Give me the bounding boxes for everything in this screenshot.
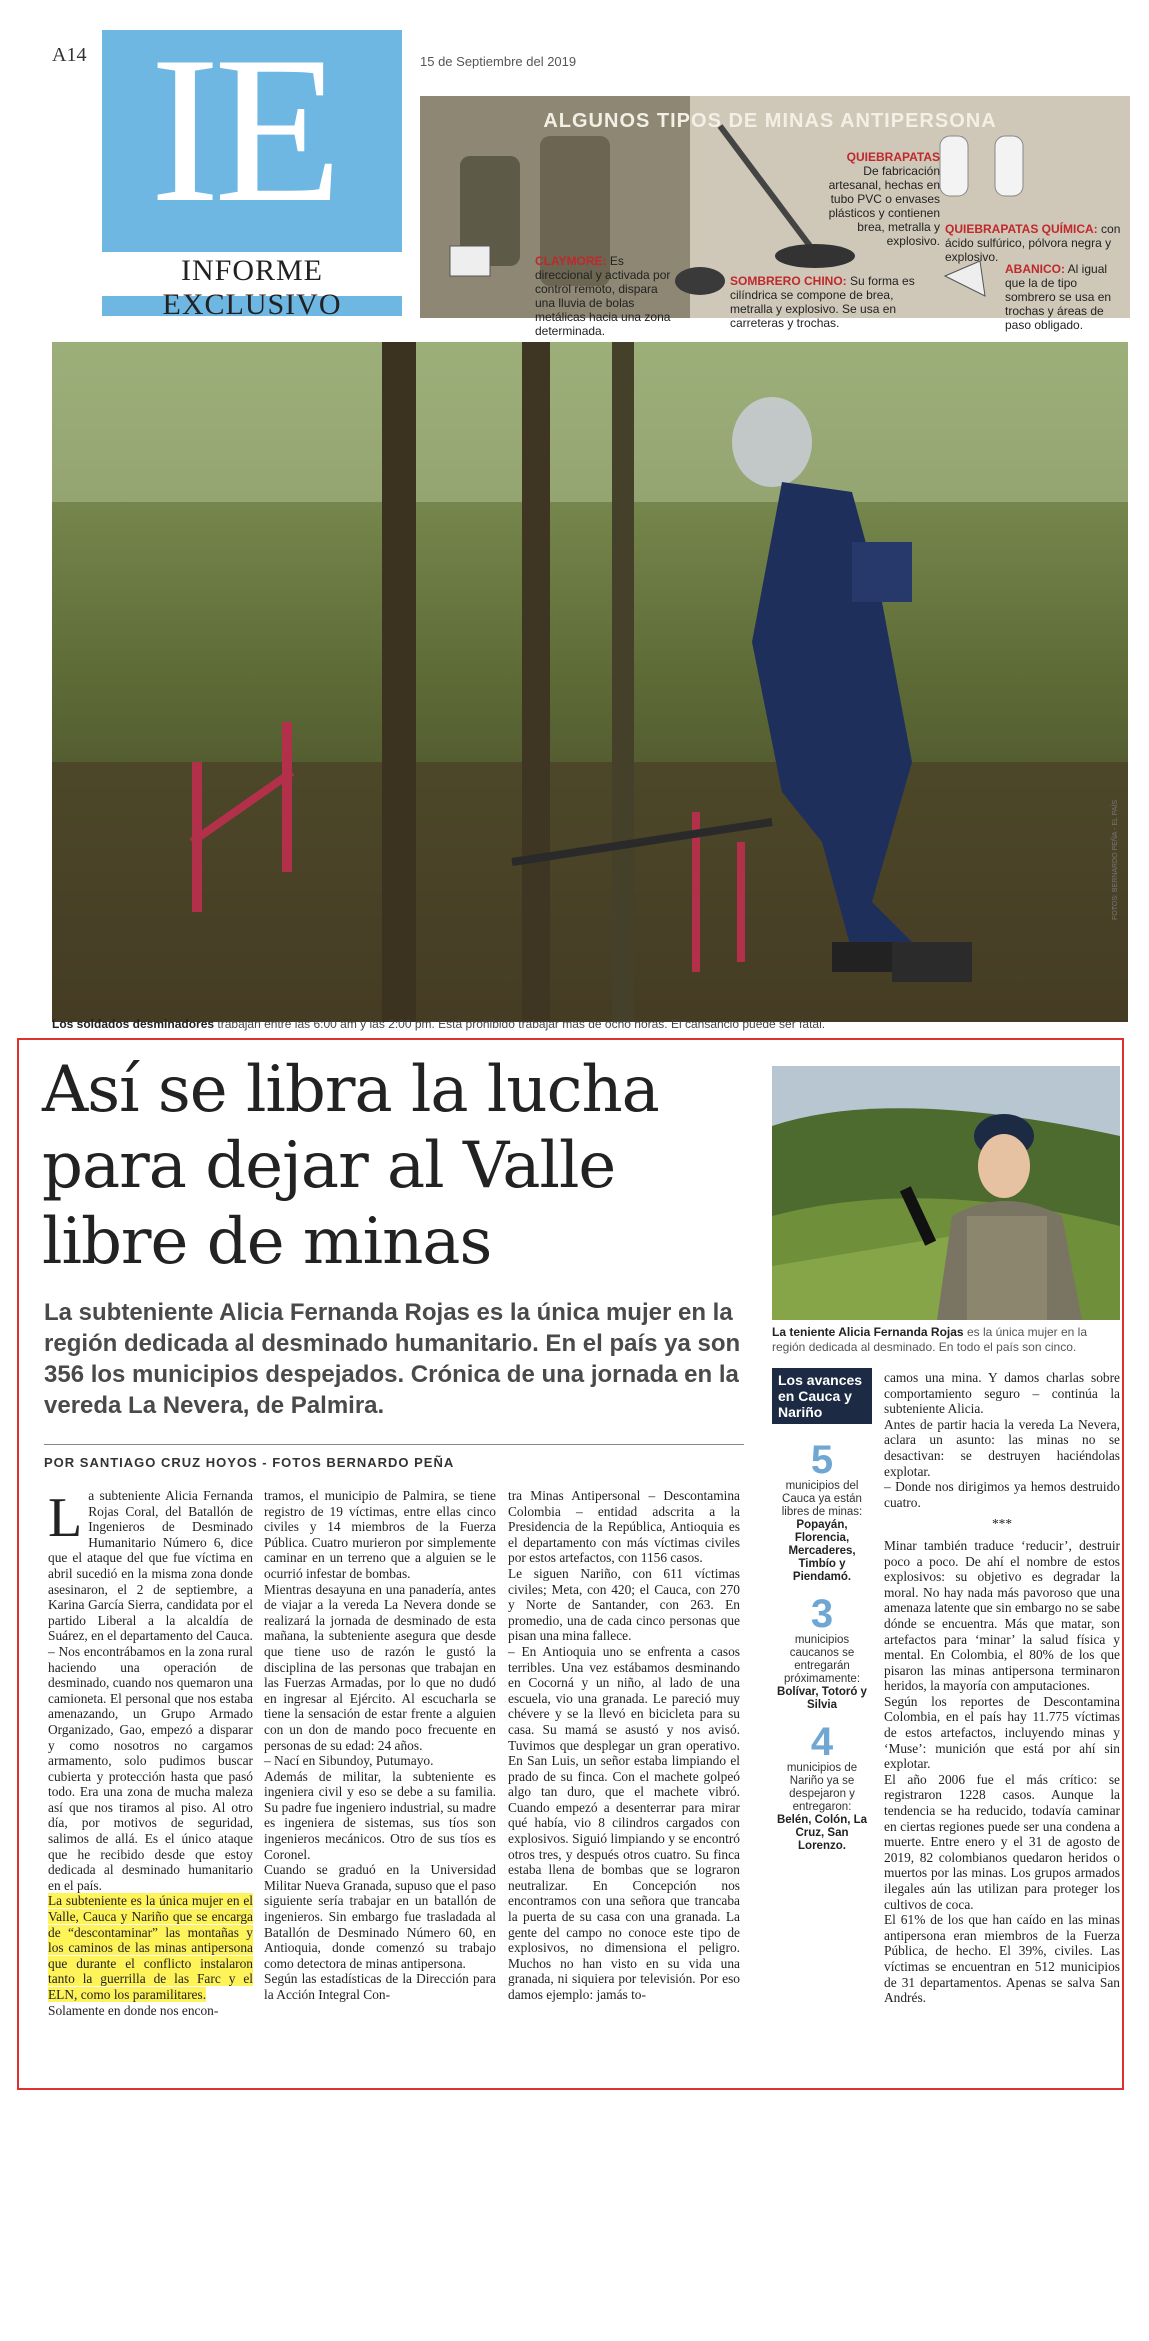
deminer-photo-image: [52, 342, 1128, 1022]
lieutenant-photo-image: [772, 1066, 1120, 1320]
paragraph: Antes de partir hacia la vereda La Nevera, aclara un asunto: las minas no se desactivan: se destruyen haciéndolas explotar.: [884, 1416, 1120, 1479]
stat-text: municipios caucanos se entregarán próximamente:: [783, 1634, 861, 1685]
progress-sidebar-title: Los avances en Cauca y Nariño: [772, 1368, 872, 1424]
stat-places: Belén, Colón, La Cruz, San Lorenzo.: [776, 1814, 868, 1852]
paragraph: camos una mina. Y damos charlas sobre comportamiento seguro – continúa la subteniente Alicia.: [884, 1370, 1120, 1417]
paragraph: – Donde nos dirigimos ya hemos destruido cuatro.: [884, 1479, 1120, 1510]
mine-name: SOMBRERO CHINO:: [730, 274, 847, 288]
mine-name: QUIEBRAPATAS QUÍMICA:: [945, 222, 1098, 236]
article-subhead: La subteniente Alicia Fernanda Rojas es la única mujer en la región dedicada al desminado humanitario. En el país ya son 356 los municipios despejados. Crónica de una jornada en la vereda La Nevera, de Palmira.: [44, 1299, 741, 1419]
paragraph: Mientras desayuna en una panadería, antes de viajar a la vereda La Nevera donde se realizará la jornada de desminado de esta mañana, la subteniente asegura que desde que tiene uso de razón le gustó la disciplina de las personas que trabajan en las Fuerzas Armadas, por lo que no dudó en ingresar al Ejército. Al escucharla se tiene la sensación de estar frente a alguien con un don de mando poco frecuente en personas de su edad: 24 años.: [264, 1581, 496, 1753]
mine-desc: De fabricación artesanal, hechas en tubo PVC o envases plásticos y contienen brea, metralla y explosivo.: [828, 164, 940, 248]
mine-claymore: [535, 254, 675, 338]
article-headline: Así se libra la lucha para dejar al Valle libre de minas: [42, 1053, 659, 1279]
stat-text: municipios de Nariño ya se despejaron y entregaron:: [786, 1762, 858, 1813]
mine-name: QUIEBRAPATAS: [846, 150, 940, 164]
mine-desc: Es direccional y activada por control remoto, dispara una lluvia de bolas metálicas hacia una zona determinada.: [535, 254, 671, 338]
mine-sombrero-chino: [730, 274, 930, 330]
lieutenant-photo: [772, 1066, 1120, 1320]
infographic-title: ALGUNOS TIPOS DE MINAS ANTIPERSONA: [543, 110, 997, 132]
mine-name: CLAYMORE:: [535, 254, 607, 268]
mine-name: ABANICO:: [1005, 262, 1065, 276]
paragraph: Cuando se graduó en la Universidad Militar Nueva Granada, supuso que el paso siguiente sería trabajar en un batallón de ingenieros. Sin embargo fue trasladada al Batallón de Desminado Número 60, en Antioquia, donde comenzó su trabajo como detectora de minas antipersona.: [264, 1862, 496, 1971]
article-column-3: [508, 1488, 740, 2003]
paragraph: Le siguen Nariño, con 611 víctimas civiles; Meta, con 420; el Cauca, con 270 y Norte de Santander, con 263. En promedio, una de cada cinco personas que pisan una mina fallece.: [508, 1565, 740, 1644]
mine-desc: Su forma es cilíndrica se compone de brea, metralla y explosivo. Se usa en carreteras y trochas.: [730, 274, 915, 330]
photo-credit: FOTOS: BERNARDO PEÑA - EL PAÍS: [1112, 799, 1119, 920]
paragraph: El 61% de los que han caído en las minas antipersona eran miembros de la Fuerza Pública, de hecho. El 39%, civiles. Las víctimas se encuentran en 512 municipios de 31 departamentos. Apenas se salva San Andrés.: [884, 1912, 1120, 2006]
paragraph: Según los reportes de Descontamina Colombia, en el país hay 11.775 víctimas de estos artefactos, incluyendo minas y ‘Muse’: munición que está por ahí sin explotar.: [884, 1693, 1120, 1772]
stat-number: 3: [810, 1592, 834, 1636]
article-byline: POR SANTIAGO CRUZ HOYOS - FOTOS BERNARDO PEÑA: [44, 1455, 455, 1470]
stat-places: Bolívar, Totoró y Silvia: [777, 1686, 867, 1711]
paragraph: – En Antioquia uno se enfrenta a casos terribles. Una vez estábamos desminando en Cocorná y un niño, al lado de una escuela, vio una granada. Le pareció muy chévere y se la llevó en bicicleta para su casa. Su mamá se asustó y nos avisó. Tuvimos que desplegar un gran operativo. En San Luis, un señor estaba limpiando el prado de su finca. Con el machete golpeó algo tan duro, que el machete vibró. Cuando empezó a desenterrar para mirar qué había, vio 8 cilindros cargados con explosivos. Siguió limpiando y se encontró otros tres, y después otros cuatro. Su finca estaba llena de bombas que se lograron neutralizar. En Concepción nos encontramos con una señora que trancaba la puerta de su casa con una granada. La gente del campo no conoce este tipo de explosivos, no dimensiona el peligro. Muchos no han visto en su vida una granada, ni siquiera por televisión. Por eso damos ejemplo: jamás to-: [508, 1643, 740, 2002]
paragraph: – Nos encontrábamos en la zona rural haciendo una operación de desminado, cuando nos quemaron una camioneta. El personal que nos estaba amenazando, un Grupo Armado Organizado, Gao, empezó a disparar y como nosotros no cargamos armamento, solo pudimos buscar cubierta y protección hasta que pasó todo. Era una zona de mucha maleza así que nos tiramos al piso. Al otro día, por motivos de seguridad, salimos de allá. Es el único ataque que he recibido desde que estoy dedicada al desminado humanitario en el país.: [48, 1643, 253, 1893]
mine-quiebrapatas-quimica: [945, 222, 1125, 264]
deminer-photo: [52, 342, 1128, 1022]
side-caption-text: es la única mujer en la región dedicada al desminado. En todo el país son cinco.: [772, 1325, 1088, 1354]
byline-rule: [44, 1444, 744, 1445]
photo-caption-text: trabajan entre las 6:00 am y las 2:00 pm. Está prohibido trabajar más de ocho horas. El cansancio puede ser fatal.: [217, 1017, 826, 1031]
section-separator: ***: [991, 1516, 1013, 1532]
photo-caption: [52, 1017, 1128, 1031]
page-number: A14: [52, 44, 87, 66]
stat-text: municipios del Cauca ya están libres de minas:: [781, 1480, 863, 1518]
paragraph: El año 2006 fue el más crítico: se registraron 1228 casos. Aunque la tendencia se ha reducido, todavía caminar en ciertas regiones puede ser una condena a muerte. Entre enero y el 31 de agosto de 2019, 82 colombianos quedaron heridos o muertos por las minas. Los grupos armados ilegales aún las utilizan para proteger los cultivos de coca.: [884, 1771, 1120, 1912]
paragraph: tra Minas Antipersonal – Descontamina Colombia – entidad adscrita a la Presidencia de la República, Antioquia es el departamento con más víctimas civiles por estos artefactos, con 1156 casos.: [508, 1488, 740, 1566]
stat-number: 5: [810, 1438, 834, 1482]
paragraph: Además de militar, la subteniente es ingeniera civil y eso se debe a su familia. Su padre fue ingeniero industrial, su madre es ingeniera de sistemas, sus tíos son ingenieros mecánicos. Otro de sus tíos es Coronel.: [264, 1768, 496, 1862]
stat-narino-cleared: [772, 1722, 872, 1853]
paragraph: Según las estadísticas de la Dirección para la Acción Integral Con-: [264, 1971, 496, 2002]
article-column-2: [264, 1488, 496, 2003]
stat-cauca-free: [772, 1440, 872, 1584]
highlighted-paragraph: [48, 1893, 253, 2002]
photo-caption-bold: Los soldados desminadores: [52, 1017, 215, 1031]
logo-letters: IE: [150, 14, 337, 246]
paragraph: Solamente en donde nos encon-: [48, 2002, 219, 2018]
dropcap: L: [48, 1487, 83, 1549]
paragraph: tramos, el municipio de Palmira, se tiene registro de 19 víctimas, entre ellas cinco civiles y 14 miembros de la Fuerza Pública. Cuatro murieron por simplemente caminar en un terreno que a alguien se le ocurrió infestar de bombas.: [264, 1488, 496, 1581]
stat-places: Popayán, Florencia, Mercaderes, Timbío y Piendamó.: [788, 1519, 856, 1583]
highlighted-text: La subteniente es la única mujer en el Valle, Cauca y Nariño que se encarga de “descontaminar” las montañas y los caminos de las minas antipersona que durante el conflicto instalaron tanto la guerrilla de las Farc y el ELN, como los paramilitares.: [48, 1893, 253, 2002]
stat-cauca-upcoming: [772, 1594, 872, 1712]
stat-number: 4: [810, 1720, 834, 1764]
paragraph: Minar también traduce ‘reducir’, destruir poco a poco. De ahí el nombre de estos explosivos: su objetivo es degradar la moral. No hay nada más pavoroso que una amenaza latente que sin embargo no se sabe dónde se encuentra. Más que matar, son artefactos para ‘minar’ la salud física y mental. En Colombia, el 80% de los que pisaron las minas antipersona terminaron heridos, la mayoría con amputaciones.: [884, 1537, 1120, 1694]
progress-sidebar: [772, 1368, 872, 2068]
side-photo-caption: [772, 1325, 1120, 1355]
mine-quiebrapatas: [820, 150, 940, 248]
mine-abanico: [1005, 262, 1125, 332]
publication-date: 15 de Septiembre del 2019: [420, 54, 577, 69]
mine-desc: Al igual que la de tipo sombrero se usa en trochas y áreas de paso obligado.: [1005, 262, 1112, 332]
article-column-1: [48, 1488, 253, 2018]
mines-infographic: [420, 96, 1130, 338]
paragraph: – Nací en Sibundoy, Putumayo.: [264, 1753, 434, 1769]
paragraph: [48, 1488, 253, 1644]
logo-text: INFORME EXCLUSIVO: [162, 254, 342, 321]
article-column-4: [884, 1370, 1120, 2006]
mine-desc: con ácido sulfúrico, pólvora negra y explosivo.: [945, 222, 1121, 264]
paragraph-text: a subteniente Alicia Fernanda Rojas Coral, del Batallón de Ingenieros de Desminado Humanitario Número 6, dice que el ataque del que fue víctima en abril sucedió en la misma zona donde asesinaron, el 2 de septiembre, a Karina García Sierra, candidata por el partido Liberal a la alcaldía de Suárez, en el departamento del Cauca.: [48, 1488, 253, 1644]
side-caption-bold: La teniente Alicia Fernanda Rojas: [772, 1325, 964, 1339]
